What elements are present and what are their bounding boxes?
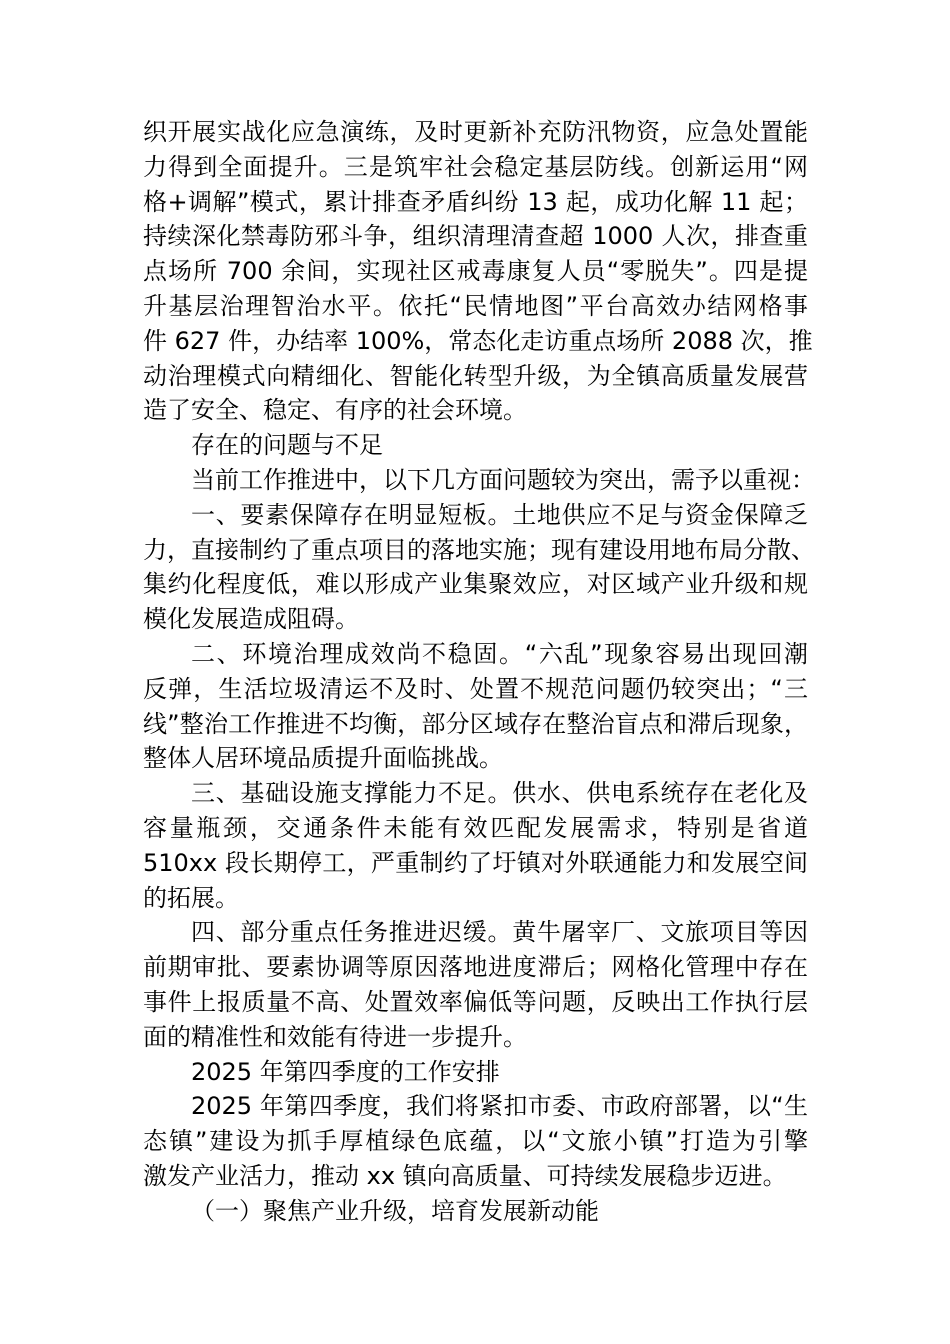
- text-line: 三、基础设施支撑能力不足。供水、供电系统存在老化及: [191, 779, 808, 808]
- section-heading: [143, 428, 808, 463]
- text-line: 510xx 段长期停工，严重制约了圩镇对外联通能力和发展空间: [143, 848, 808, 877]
- body-paragraph: [143, 115, 813, 428]
- text-line: （一）聚焦产业升级，培育发展新动能: [191, 1196, 599, 1225]
- text-line: 2025 年第四季度的工作安排: [191, 1057, 500, 1086]
- text-line: 线”整治工作推进不均衡，部分区域存在整治盲点和滞后现象，: [143, 709, 808, 738]
- text-line: 反弹，生活垃圾清运不及时、处置不规范问题仍较突出；“三: [143, 674, 808, 703]
- section-heading: [143, 1055, 808, 1090]
- body-paragraph: [143, 776, 808, 915]
- text-line: 持续深化禁毒防邪斗争，组织清理清查超 1000 人次，排查重: [143, 222, 808, 251]
- text-line: 造了安全、稳定、有序的社会环境。: [143, 396, 527, 425]
- text-line: 当前工作推进中，以下几方面问题较为突出，需予以重视：: [191, 465, 815, 494]
- body-paragraph: [143, 463, 815, 498]
- text-line: 前期审批、要素协调等原因落地进度滞后；网格化管理中存在: [143, 953, 808, 982]
- text-line: 升基层治理智治水平。依托“民情地图”平台高效办结网格事: [143, 291, 808, 320]
- text-line: 2025 年第四季度，我们将紧扣市委、市政府部署，以“生: [191, 1092, 808, 1121]
- text-line: 模化发展造成阻碍。: [143, 605, 359, 634]
- text-line: 二、环境治理成效尚不稳固。“六乱”现象容易出现回潮: [191, 639, 808, 668]
- body-paragraph: [143, 915, 808, 1054]
- text-line: 动治理模式向精细化、智能化转型升级，为全镇高质量发展营: [143, 361, 808, 390]
- text-line: 整体人居环境品质提升面临挑战。: [143, 744, 503, 773]
- text-line: 力，直接制约了重点项目的落地实施；现有建设用地布局分散、: [143, 535, 815, 564]
- body-paragraph: [143, 637, 808, 776]
- body-paragraph: [143, 498, 815, 637]
- text-line: 的拓展。: [143, 883, 239, 912]
- text-line: 容量瓶颈，交通条件未能有效匹配发展需求，特别是省道: [143, 813, 808, 842]
- text-line: 点场所 700 余间，实现社区戒毒康复人员“零脱失”。四是提: [143, 257, 808, 286]
- text-line: 力得到全面提升。三是筑牢社会稳定基层防线。创新运用“网: [143, 152, 808, 181]
- text-line: 格+调解”模式，累计排查矛盾纠纷 13 起，成功化解 11 起；: [143, 187, 808, 216]
- text-line: 激发产业活力，推动 xx 镇向高质量、可持续发展稳步迈进。: [143, 1161, 787, 1190]
- text-line: 织开展实战化应急演练，及时更新补充防汛物资，应急处置能: [143, 118, 808, 146]
- text-line: 四、部分重点任务推进迟缓。黄牛屠宰厂、文旅项目等因: [191, 918, 808, 947]
- text-line: 面的精准性和效能有待进一步提升。: [143, 1022, 527, 1051]
- text-line: 集约化程度低，难以形成产业集聚效应，对区域产业升级和规: [143, 570, 808, 599]
- text-line: 态镇”建设为抓手厚植绿色底蕴，以“文旅小镇”打造为引擎: [143, 1127, 808, 1156]
- text-line: 件 627 件，办结率 100%，常态化走访重点场所 2088 次，推: [143, 326, 813, 355]
- text-line: 一、要素保障存在明显短板。土地供应不足与资金保障乏: [191, 500, 808, 529]
- body-paragraph: [143, 1089, 808, 1193]
- text-line: 存在的问题与不足: [191, 431, 383, 460]
- section-heading: [143, 1194, 808, 1229]
- text-line: 事件上报质量不高、处置效率偏低等问题，反映出工作执行层: [143, 987, 808, 1016]
- document-body: [143, 115, 815, 1229]
